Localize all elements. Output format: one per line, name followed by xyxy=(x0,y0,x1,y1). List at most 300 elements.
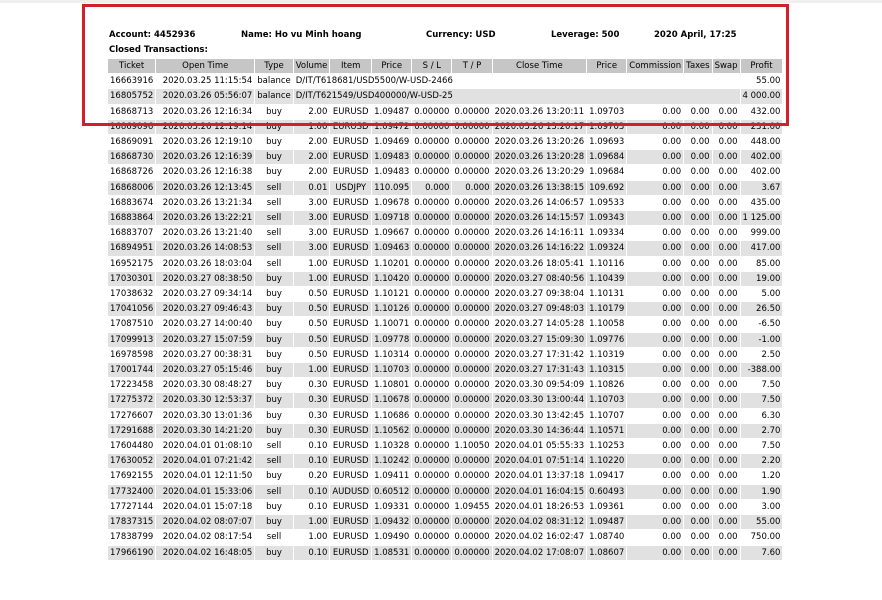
open-price-cell: 1.10126 xyxy=(372,302,411,316)
take-profit-cell: 1.10050 xyxy=(454,441,490,452)
close-price-cell: 1.08607 xyxy=(587,546,626,560)
close-price-cell: 1.09324 xyxy=(587,241,626,255)
ticket-cell: 17001744 xyxy=(108,363,155,377)
open-price-cell: 1.09472 xyxy=(372,120,411,134)
close-time-cell: 2020.03.27 08:40:56 xyxy=(493,272,587,286)
taxes-cell: 0.00 xyxy=(690,410,710,421)
volume-cell: 3.00 xyxy=(308,197,328,208)
open-price-cell: 1.10314 xyxy=(374,349,410,360)
open-time-cell: 2020.03.26 14:08:53 xyxy=(156,241,254,255)
close-price-cell: 1.10826 xyxy=(589,380,625,391)
top-band xyxy=(0,0,882,3)
taxes-cell: 0.00 xyxy=(690,532,710,543)
open-time-cell: 2020.03.30 14:21:20 xyxy=(156,424,254,438)
profit-cell: 3.67 xyxy=(741,181,783,195)
take-profit-cell: 0.00000 xyxy=(454,410,490,421)
commission-cell: 0.00 xyxy=(662,258,682,269)
stop-loss-cell: 0.00000 xyxy=(412,333,451,347)
open-time-cell: 2020.04.01 01:08:10 xyxy=(162,441,253,452)
open-time-cell: 2020.03.30 12:53:37 xyxy=(156,393,254,407)
ticket-cell: 16883707 xyxy=(110,228,154,239)
open-time-cell: 2020.03.27 14:00:40 xyxy=(162,319,253,330)
ticket-cell: 16883674 xyxy=(110,197,154,208)
stop-loss-cell: 0.00000 xyxy=(412,424,451,438)
close-time-cell: 2020.04.02 16:02:47 xyxy=(494,532,585,543)
item-cell: EURUSD xyxy=(330,424,371,438)
profit-cell: 19.00 xyxy=(741,272,783,286)
stop-loss-cell: 0.00000 xyxy=(414,319,450,330)
item-cell: EURUSD xyxy=(330,363,371,377)
commission-cell: 0.00 xyxy=(627,333,683,347)
table-row xyxy=(108,485,782,499)
profit-cell: 999.00 xyxy=(750,228,781,239)
profit-cell: 5.00 xyxy=(761,289,781,300)
table-row xyxy=(108,272,782,286)
ticket-cell: 16868726 xyxy=(110,167,154,178)
swap-cell: 0.00 xyxy=(713,424,740,438)
close-time-cell: 2020.03.27 17:31:42 xyxy=(494,349,585,360)
profit-cell: 2.70 xyxy=(741,424,783,438)
open-time-cell: 2020.04.02 08:07:07 xyxy=(156,515,254,529)
open-price-cell: 1.09411 xyxy=(374,471,410,482)
profit-cell: 55.00 xyxy=(741,515,783,529)
type-cell: buy xyxy=(255,302,292,316)
type-cell: buy xyxy=(266,380,282,391)
close-time-cell: 2020.03.27 17:31:43 xyxy=(493,363,587,377)
table-row xyxy=(108,333,782,347)
volume-cell: 0.50 xyxy=(308,289,328,300)
type-cell: buy xyxy=(266,501,282,512)
take-profit-cell: 0.00000 xyxy=(452,333,491,347)
take-profit-cell: 0.00000 xyxy=(454,289,490,300)
take-profit-cell: 0.00000 xyxy=(452,546,491,560)
volume-cell: 1.00 xyxy=(308,532,328,543)
type-cell: sell xyxy=(266,228,282,239)
ticket-cell: 17087510 xyxy=(110,319,154,330)
volume-cell: 0.20 xyxy=(308,471,328,482)
type-cell: balance xyxy=(257,76,291,87)
table-row xyxy=(108,409,782,423)
commission-cell: 0.00 xyxy=(627,424,683,438)
taxes-cell: 0.00 xyxy=(690,258,710,269)
volume-cell: 0.10 xyxy=(308,501,328,512)
volume-cell: 1.00 xyxy=(294,515,330,529)
volume-cell: 0.10 xyxy=(294,485,330,499)
take-profit-cell: 0.00000 xyxy=(454,197,490,208)
swap-cell: 0.00 xyxy=(718,289,738,300)
ticket-cell: 16869091 xyxy=(110,137,154,148)
swap-cell: 0.00 xyxy=(718,319,738,330)
table-row xyxy=(108,515,782,529)
profit-cell: 2.50 xyxy=(761,349,781,360)
close-price-cell: 1.09487 xyxy=(587,515,626,529)
table-row xyxy=(108,454,782,468)
volume-cell: 3.00 xyxy=(294,241,330,255)
profit-cell: 432.00 xyxy=(750,106,781,117)
volume-cell: 0.50 xyxy=(294,333,330,347)
swap-cell: 0.00 xyxy=(713,515,740,529)
profit-cell: 85.00 xyxy=(756,258,781,269)
taxes-cell: 0.00 xyxy=(684,424,711,438)
volume-cell: 0.30 xyxy=(294,424,330,438)
table-row xyxy=(108,546,782,560)
open-price-cell: 1.08531 xyxy=(372,546,411,560)
open-time-cell: 2020.04.02 08:17:54 xyxy=(162,532,253,543)
table-row xyxy=(108,378,782,392)
close-time-cell: 2020.03.26 14:15:57 xyxy=(493,211,587,225)
open-time-cell: 2020.03.26 12:16:39 xyxy=(156,150,254,164)
type-cell: buy xyxy=(255,393,292,407)
column-header-volume: Volume xyxy=(294,59,330,73)
ticket-cell: 17223458 xyxy=(110,380,154,391)
close-time-cell: 2020.04.01 05:55:33 xyxy=(494,441,585,452)
column-header-profit: Profit xyxy=(741,59,783,73)
swap-cell: 0.00 xyxy=(718,532,738,543)
take-profit-cell: 0.00000 xyxy=(452,363,491,377)
type-cell: buy xyxy=(255,363,292,377)
item-cell: EURUSD xyxy=(332,167,369,178)
item-cell: EURUSD xyxy=(330,302,371,316)
commission-cell: 0.00 xyxy=(662,167,682,178)
volume-cell: 1.00 xyxy=(294,363,330,377)
account-currency: Currency: USD xyxy=(426,30,496,40)
swap-cell: 0.00 xyxy=(718,106,738,117)
profit-cell: 435.00 xyxy=(750,197,781,208)
open-price-cell: 1.10703 xyxy=(372,363,411,377)
profit-cell: 7.50 xyxy=(761,441,781,452)
open-price-cell: 1.09483 xyxy=(374,167,410,178)
profit-cell: 55.00 xyxy=(756,76,781,87)
take-profit-cell: 0.00000 xyxy=(452,241,491,255)
open-time-cell: 2020.04.02 16:48:05 xyxy=(156,546,254,560)
open-time-cell: 2020.03.26 12:13:45 xyxy=(156,181,254,195)
type-cell: sell xyxy=(266,441,282,452)
swap-cell: 0.00 xyxy=(718,197,738,208)
profit-cell: 231.00 xyxy=(741,120,783,134)
type-cell: sell xyxy=(255,181,292,195)
close-price-cell: 1.08740 xyxy=(589,532,625,543)
item-cell: EURUSD xyxy=(332,471,369,482)
take-profit-cell: 0.00000 xyxy=(452,272,491,286)
column-header-take-profit: T / P xyxy=(452,59,491,73)
open-price-cell: 1.09469 xyxy=(374,137,410,148)
stop-loss-cell: 0.00000 xyxy=(412,454,451,468)
close-time-cell: 2020.04.01 13:37:18 xyxy=(494,471,585,482)
take-profit-cell: 0.00000 xyxy=(452,424,491,438)
item-cell: EURUSD xyxy=(330,515,371,529)
table-row xyxy=(108,287,782,301)
open-price-cell: 1.09432 xyxy=(372,515,411,529)
close-time-cell: 2020.04.02 08:31:12 xyxy=(493,515,587,529)
close-price-cell: 1.10319 xyxy=(589,349,625,360)
taxes-cell: 0.00 xyxy=(684,454,711,468)
swap-cell: 0.00 xyxy=(718,410,738,421)
volume-cell: 1.00 xyxy=(294,120,330,134)
item-cell: EURUSD xyxy=(330,272,371,286)
column-header-open-price: Price xyxy=(372,59,411,73)
type-cell: buy xyxy=(255,424,292,438)
close-time-cell: 2020.03.27 14:05:28 xyxy=(494,319,585,330)
profit-cell: 402.00 xyxy=(750,167,781,178)
column-header-type: Type xyxy=(255,59,292,73)
stop-loss-cell: 0.000 xyxy=(412,181,451,195)
open-time-cell: 2020.03.27 09:34:14 xyxy=(162,289,253,300)
close-time-cell: 2020.04.01 18:26:53 xyxy=(494,501,585,512)
table-row xyxy=(108,135,782,149)
item-cell: EURUSD xyxy=(332,410,369,421)
stop-loss-cell: 0.00000 xyxy=(414,167,450,178)
volume-cell: 3.00 xyxy=(294,211,330,225)
swap-cell: 0.00 xyxy=(713,272,740,286)
table-row xyxy=(108,241,782,255)
volume-cell: 0.50 xyxy=(308,319,328,330)
swap-cell: 0.00 xyxy=(713,150,740,164)
swap-cell: 0.00 xyxy=(713,363,740,377)
taxes-cell: 0.00 xyxy=(690,380,710,391)
commission-cell: 0.00 xyxy=(627,515,683,529)
type-cell: buy xyxy=(266,106,282,117)
take-profit-cell: 0.00000 xyxy=(452,454,491,468)
close-time-cell: 2020.03.26 18:05:41 xyxy=(494,258,585,269)
take-profit-cell: 0.00000 xyxy=(454,106,490,117)
profit-cell: 1.90 xyxy=(741,485,783,499)
ticket-cell: 17630052 xyxy=(108,454,155,468)
close-price-cell: 1.10179 xyxy=(587,302,626,316)
ticket-cell: 17732400 xyxy=(108,485,155,499)
take-profit-cell: 0.00000 xyxy=(454,137,490,148)
taxes-cell: 0.00 xyxy=(684,241,711,255)
close-time-cell: 2020.03.26 13:20:28 xyxy=(493,150,587,164)
table-row xyxy=(108,165,782,179)
ticket-cell: 17837315 xyxy=(108,515,155,529)
table-row xyxy=(108,348,782,362)
balance-row xyxy=(108,89,782,103)
type-cell: buy xyxy=(266,289,282,300)
swap-cell: 0.00 xyxy=(713,302,740,316)
ticket-cell: 17038632 xyxy=(110,289,154,300)
commission-cell: 0.00 xyxy=(662,349,682,360)
close-price-cell: 1.09343 xyxy=(587,211,626,225)
taxes-cell: 0.00 xyxy=(690,106,710,117)
swap-cell: 0.00 xyxy=(713,241,740,255)
taxes-cell: 0.00 xyxy=(684,393,711,407)
close-time-cell: 2020.03.26 14:16:11 xyxy=(494,228,585,239)
volume-cell: 0.50 xyxy=(294,302,330,316)
table-row xyxy=(108,439,782,453)
close-time-cell: 2020.03.30 13:42:45 xyxy=(494,410,585,421)
take-profit-cell: 0.00000 xyxy=(454,380,490,391)
taxes-cell: 0.00 xyxy=(684,211,711,225)
close-price-cell: 1.10707 xyxy=(589,410,625,421)
ticket-cell: 16868713 xyxy=(110,106,154,117)
item-cell: EURUSD xyxy=(332,380,369,391)
ticket-cell: 17838799 xyxy=(110,532,154,543)
taxes-cell: 0.00 xyxy=(690,471,710,482)
commission-cell: 0.00 xyxy=(627,485,683,499)
account-header xyxy=(109,30,739,42)
table-row xyxy=(108,105,782,119)
stop-loss-cell: 0.00000 xyxy=(412,363,451,377)
stop-loss-cell: 0.00000 xyxy=(414,501,450,512)
stop-loss-cell: 0.00000 xyxy=(412,546,451,560)
volume-cell: 0.50 xyxy=(308,349,328,360)
volume-cell: 0.10 xyxy=(294,546,330,560)
close-time-cell: 2020.03.26 13:20:29 xyxy=(494,167,585,178)
close-price-cell: 1.09776 xyxy=(587,333,626,347)
type-cell: buy xyxy=(266,167,282,178)
profit-cell: 1 125.00 xyxy=(741,211,783,225)
close-price-cell: 1.10220 xyxy=(587,454,626,468)
stop-loss-cell: 0.00000 xyxy=(412,393,451,407)
item-cell: EURUSD xyxy=(332,258,369,269)
type-cell: sell xyxy=(266,532,282,543)
ticket-cell: 17099913 xyxy=(108,333,155,347)
type-cell: buy xyxy=(255,120,292,134)
swap-cell: 0.00 xyxy=(713,454,740,468)
ticket-cell: 16869096 xyxy=(108,120,155,134)
open-price-cell: 1.09463 xyxy=(372,241,411,255)
item-cell: EURUSD xyxy=(330,120,371,134)
take-profit-cell: 0.00000 xyxy=(454,167,490,178)
commission-cell: 0.00 xyxy=(627,546,683,560)
stop-loss-cell: 0.00000 xyxy=(412,302,451,316)
commission-cell: 0.00 xyxy=(627,241,683,255)
stop-loss-cell: 0.00000 xyxy=(412,241,451,255)
open-time-cell: 2020.03.27 09:46:43 xyxy=(156,302,254,316)
profit-cell: 448.00 xyxy=(750,137,781,148)
item-cell: EURUSD xyxy=(332,501,369,512)
column-header-close-price: Price xyxy=(587,59,626,73)
profit-cell: 402.00 xyxy=(741,150,783,164)
open-time-cell: 2020.03.26 13:21:34 xyxy=(162,197,253,208)
close-price-cell: 1.09693 xyxy=(589,137,625,148)
balance-comment-cell: D/IT/T618681/USD5500/W-USD-2466 xyxy=(295,76,453,87)
close-time-cell: 2020.03.27 15:09:30 xyxy=(493,333,587,347)
type-cell: sell xyxy=(255,454,292,468)
swap-cell: 0.00 xyxy=(713,181,740,195)
commission-cell: 0.00 xyxy=(662,137,682,148)
table-row xyxy=(108,424,782,438)
close-price-cell: 0.60493 xyxy=(587,485,626,499)
item-cell: EURUSD xyxy=(332,289,369,300)
close-time-cell: 2020.03.27 09:48:03 xyxy=(493,302,587,316)
commission-cell: 0.00 xyxy=(662,228,682,239)
volume-cell: 2.00 xyxy=(308,137,328,148)
table-row xyxy=(108,530,782,544)
item-cell: EURUSD xyxy=(330,150,371,164)
column-header-close-time: Close Time xyxy=(493,59,587,73)
ticket-cell: 16868006 xyxy=(108,181,155,195)
table-row xyxy=(108,226,782,240)
item-cell: USDJPY xyxy=(330,181,371,195)
item-cell: EURUSD xyxy=(330,241,371,255)
swap-cell: 0.00 xyxy=(713,546,740,560)
column-header-ticket: Ticket xyxy=(108,59,155,73)
taxes-cell: 0.00 xyxy=(690,501,710,512)
swap-cell: 0.00 xyxy=(718,137,738,148)
item-cell: EURUSD xyxy=(332,137,369,148)
swap-cell: 0.00 xyxy=(718,228,738,239)
swap-cell: 0.00 xyxy=(718,349,738,360)
type-cell: buy xyxy=(255,272,292,286)
item-cell: EURUSD xyxy=(332,228,369,239)
table-row xyxy=(108,469,782,483)
profit-cell: 6.30 xyxy=(761,410,781,421)
swap-cell: 0.00 xyxy=(713,393,740,407)
stop-loss-cell: 0.00000 xyxy=(412,272,451,286)
close-price-cell: 1.10058 xyxy=(589,319,625,330)
open-time-cell: 2020.03.26 12:19:10 xyxy=(162,137,253,148)
ticket-cell: 17276607 xyxy=(110,410,154,421)
swap-cell: 0.00 xyxy=(713,120,740,134)
volume-cell: 0.30 xyxy=(308,380,328,391)
stop-loss-cell: 0.00000 xyxy=(414,228,450,239)
profit-cell: -1.00 xyxy=(741,333,783,347)
ticket-cell: 16805752 xyxy=(108,89,155,103)
table-row xyxy=(108,393,782,407)
profit-cell: 750.00 xyxy=(750,532,781,543)
close-price-cell: 1.10131 xyxy=(589,289,625,300)
open-price-cell: 1.10121 xyxy=(374,289,410,300)
close-time-cell: 2020.03.27 09:38:04 xyxy=(494,289,585,300)
profit-cell: 3.00 xyxy=(761,501,781,512)
commission-cell: 0.00 xyxy=(662,106,682,117)
profit-cell: 417.00 xyxy=(741,241,783,255)
close-price-cell: 109.692 xyxy=(587,181,626,195)
close-price-cell: 1.09361 xyxy=(589,501,625,512)
report-datetime: 2020 April, 17:25 xyxy=(654,30,737,40)
open-time-cell: 2020.03.27 08:38:50 xyxy=(156,272,254,286)
taxes-cell: 0.00 xyxy=(684,120,711,134)
ticket-cell: 16663916 xyxy=(110,76,154,87)
type-cell: buy xyxy=(266,137,282,148)
close-time-cell: 2020.04.01 16:04:15 xyxy=(493,485,587,499)
close-price-cell: 1.10703 xyxy=(587,393,626,407)
close-time-cell: 2020.04.01 07:51:14 xyxy=(493,454,587,468)
stop-loss-cell: 0.00000 xyxy=(412,120,451,134)
section-title: Closed Transactions: xyxy=(109,45,208,55)
taxes-cell: 0.00 xyxy=(690,137,710,148)
open-price-cell: 1.09490 xyxy=(374,532,410,543)
table-row xyxy=(108,120,782,134)
item-cell: EURUSD xyxy=(332,197,369,208)
type-cell: buy xyxy=(266,349,282,360)
item-cell: EURUSD xyxy=(330,333,371,347)
volume-cell: 0.30 xyxy=(294,393,330,407)
taxes-cell: 0.00 xyxy=(684,546,711,560)
commission-cell: 0.00 xyxy=(627,393,683,407)
close-time-cell: 2020.03.26 13:38:15 xyxy=(493,181,587,195)
table-header-row xyxy=(108,59,782,73)
commission-cell: 0.00 xyxy=(627,120,683,134)
profit-cell: -6.50 xyxy=(758,319,781,330)
ticket-cell: 17966190 xyxy=(108,546,155,560)
taxes-cell: 0.00 xyxy=(684,485,711,499)
type-cell: sell xyxy=(266,197,282,208)
item-cell: EURUSD xyxy=(332,106,369,117)
profit-cell: 7.60 xyxy=(741,546,783,560)
ticket-cell: 16868730 xyxy=(108,150,155,164)
open-price-cell: 1.09678 xyxy=(374,197,410,208)
open-time-cell: 2020.03.26 12:16:34 xyxy=(162,106,253,117)
profit-cell: 26.50 xyxy=(741,302,783,316)
taxes-cell: 0.00 xyxy=(690,197,710,208)
stop-loss-cell: 0.00000 xyxy=(414,106,450,117)
open-time-cell: 2020.03.30 08:48:27 xyxy=(162,380,253,391)
close-time-cell: 2020.04.02 17:08:07 xyxy=(493,546,587,560)
item-cell: EURUSD xyxy=(330,211,371,225)
open-time-cell: 2020.03.26 05:56:07 xyxy=(156,89,254,103)
